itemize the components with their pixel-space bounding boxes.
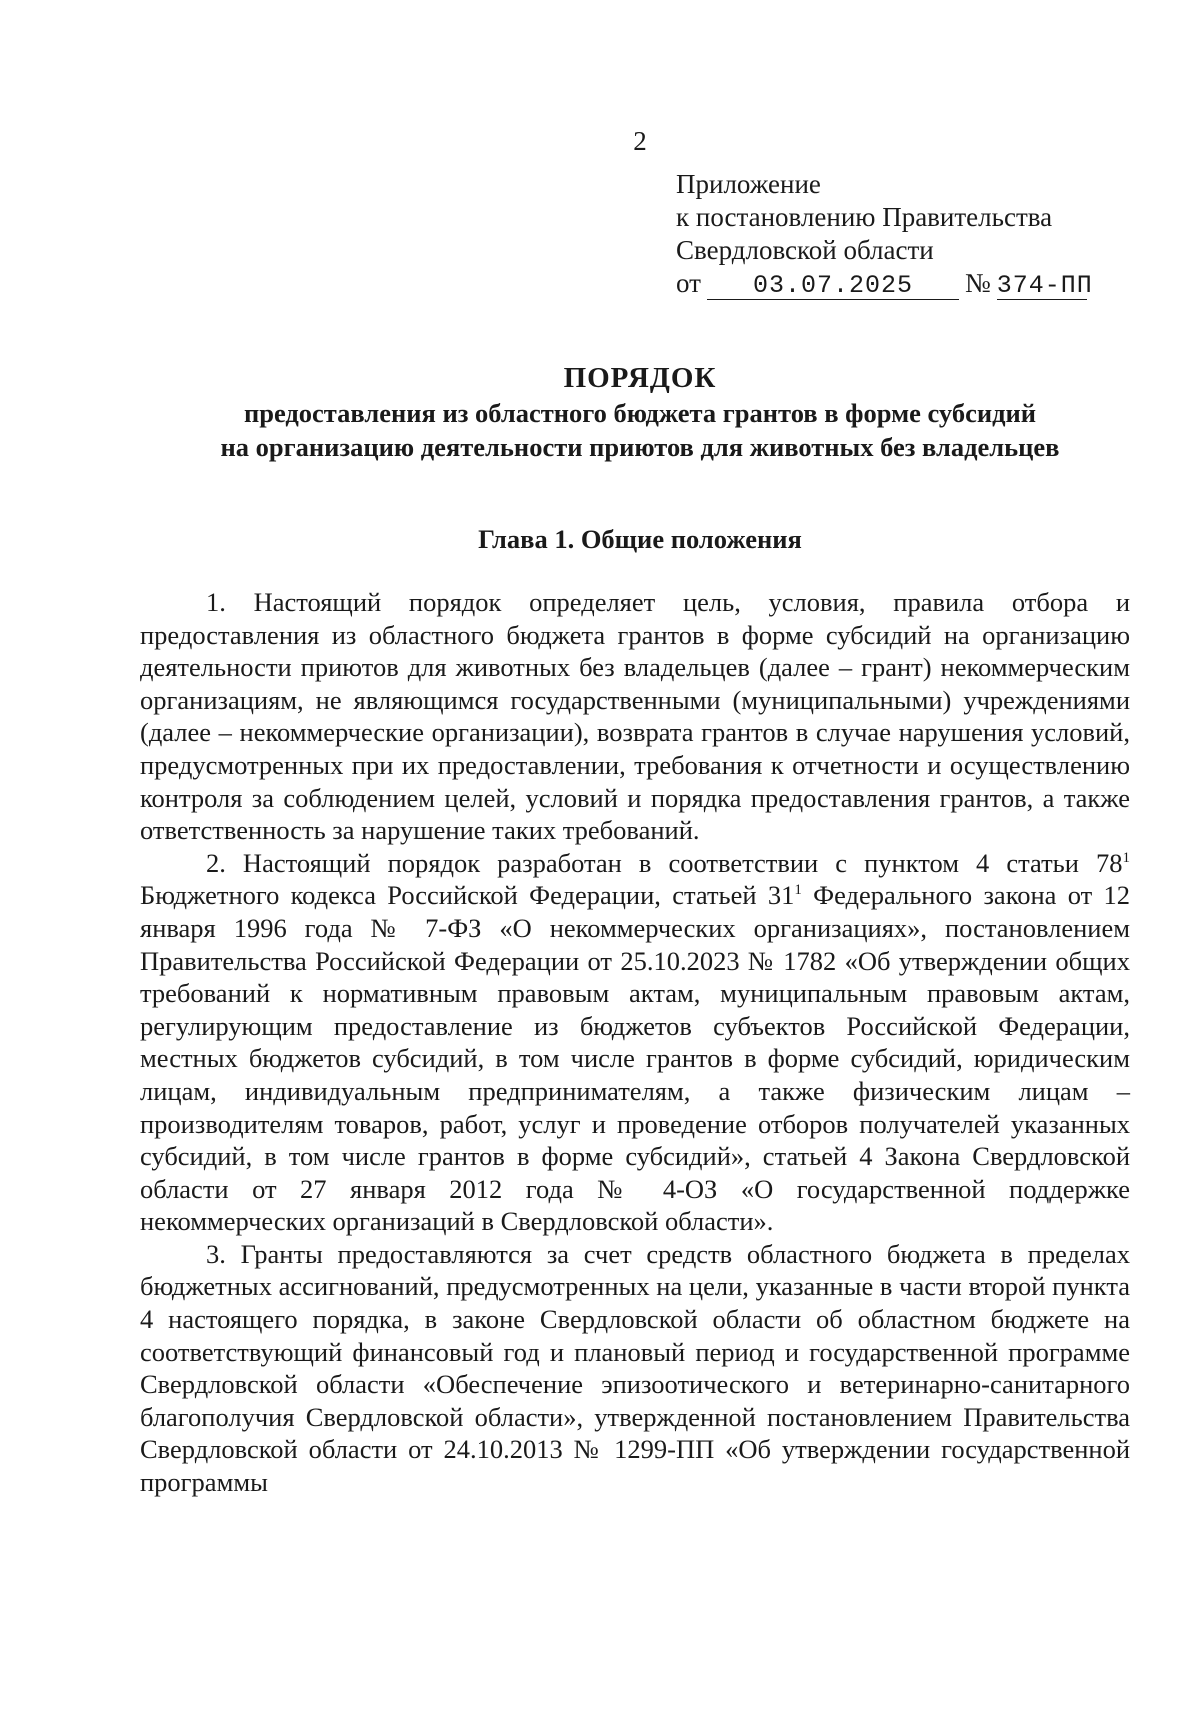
paragraph-2-part-b: Бюджетного кодекса Российской Федерации, статьей 31 (140, 880, 795, 911)
paragraph-2-part-a: 2. Настоящий порядок разработан в соответствии с пунктом 4 статьи 78 (206, 847, 1123, 878)
document-title (140, 360, 1140, 464)
paragraph-1: 1. Настоящий порядок определяет цель, условия, правила отбора и предоставления из областного бюджета грантов в форме субсидий на организацию деятельности приютов для животных без владельцев (далее – грант) некоммерческим организациям, не являющимся государственными (муниципальными) учреждениями (далее – некоммерческие организации), возврата грантов в случае нарушения условий, предусмотренных при их предоставлении, требования к отчетности и осуществлению контроля за соблюдением целей, условий и порядка предоставления грантов, а также ответственность за нарушение таких требований. (140, 587, 1130, 846)
chapter-heading: Глава 1. Общие положения (478, 524, 802, 554)
paragraph-2-part-c: Федерального закона от 12 января 1996 года № 7-ФЗ «О некоммерческих организациях», постановлением Правительства Российской Федерации от 25.10.2023 № 1782 «Об утверждении общих требований к нормативным правовым актам, муниципальным правовым актам, регулирующим предоставление из бюджетов субъектов Российской Федерации, местных бюджетов субсидий, в том числе грантов в форме субсидий, юридическим лицам, индивидуальным предпринимателям, а также физическим лицам – производителям товаров, работ, услуг и проведение отборов получателей указанных субсидий, в том числе грантов в форме субсидий», статьей 4 Закона Свердловской области от 27 января 2012 года № 4-ОЗ «О государственной поддержке некоммерческих организаций в Свердловской области». (140, 880, 1130, 1237)
paragraph-2 (140, 847, 1130, 1238)
superscript-2: 1 (794, 882, 802, 899)
paragraph-3: 3. Гранты предоставляются за счет средств областного бюджета в пределах бюджетных ассигнований, предусмотренных на цели, указанные в части второй пункта 4 настоящего порядка, в законе Свердловской области об областном бюджете на соответствующий финансовый год и плановый период и государственной программе Свердловской области «Обеспечение эпизоотического и ветеринарно-санитарного благополучия Свердловской области», утвержденной постановлением Правительства Свердловской области от 24.10.2013 № 1299-ПП «Об утверждении государственной программы (140, 1238, 1130, 1498)
title-subtitle-line-2: на организацию деятельности приютов для животных без владельцев (220, 432, 1060, 462)
page-number: 2 (633, 126, 647, 156)
date-value: 03.07.2025 (707, 273, 959, 300)
superscript-1: 1 (1122, 849, 1130, 866)
appendix-line-2: к постановлению Правительства (676, 202, 1053, 232)
appendix-line-3: Свердловской области (676, 235, 934, 265)
number-prefix: № (964, 268, 991, 298)
title-subtitle-line-1: предоставления из областного бюджета грантов в форме субсидий (243, 398, 1037, 428)
title-main: ПОРЯДОК (563, 362, 717, 394)
document-body (140, 586, 1130, 1499)
document-number: 374-ПП (996, 271, 1093, 300)
date-prefix: от (676, 268, 701, 298)
appendix-date-row (676, 267, 1093, 300)
appendix-block (676, 168, 1093, 300)
appendix-line-1: Приложение (676, 169, 821, 199)
